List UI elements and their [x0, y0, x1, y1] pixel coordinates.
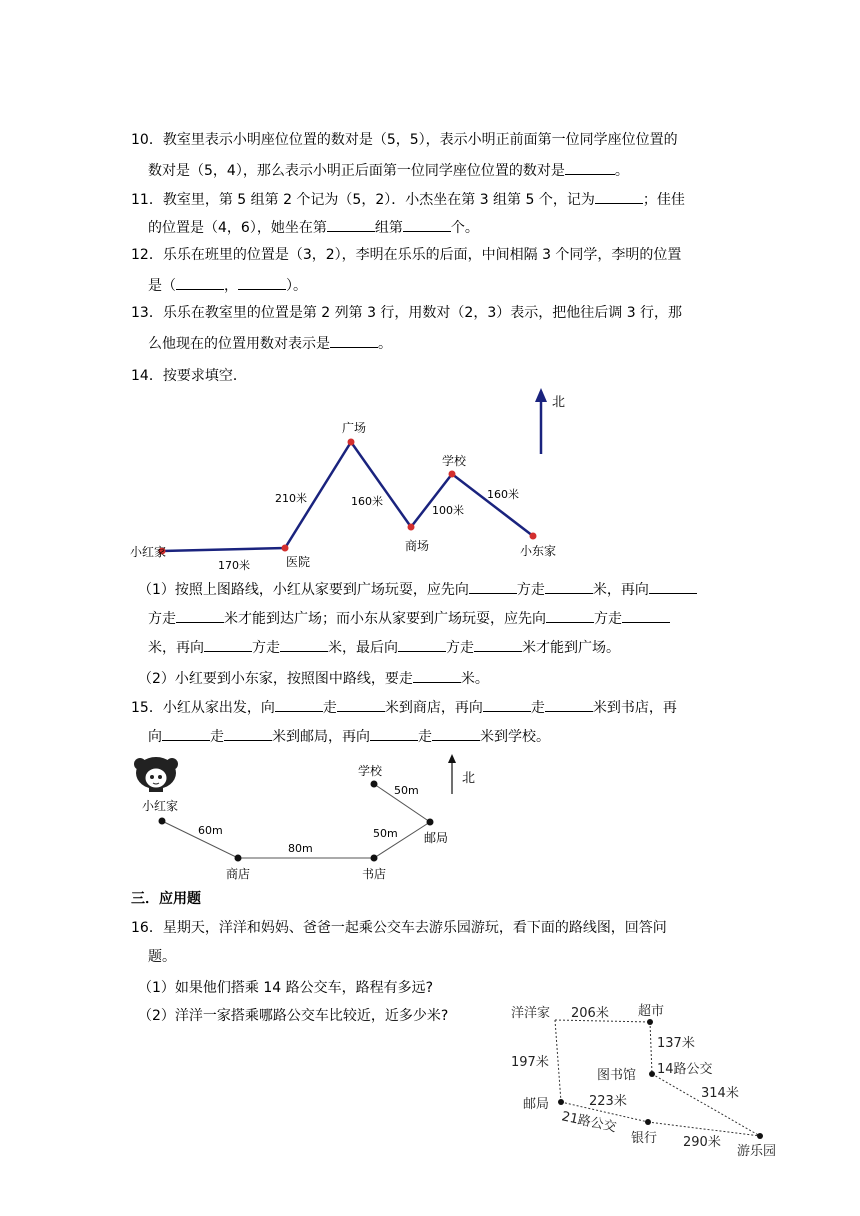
q16-label-home: 洋洋家: [511, 1006, 551, 1021]
q14-p1-text-11: 米才能到广场。: [522, 640, 620, 656]
q16-line-home-post: [555, 1020, 561, 1102]
q15-blank-7[interactable]: [370, 725, 418, 741]
q15-text-3: 米到商店，再向: [384, 700, 483, 716]
q15-line2: [148, 725, 550, 747]
q16-label-library: 图书馆: [597, 1068, 637, 1083]
q14-dot-xiaodong-home: [530, 533, 537, 540]
q14-dot-mall: [408, 524, 415, 531]
q16-dist-314: 314米: [701, 1086, 739, 1101]
q11-text-b: ；佳佳: [642, 192, 685, 208]
q14-north-arrow-head: [535, 388, 547, 402]
q14-p1-line3: [148, 636, 620, 658]
q14-blank-5[interactable]: [546, 607, 594, 623]
q13-answer-blank[interactable]: [330, 332, 378, 348]
q14-label-hospital: 医院: [286, 555, 311, 569]
q15-blank-4[interactable]: [545, 696, 593, 712]
girl-cartoon-icon: [134, 757, 178, 792]
q16-dist-223: 223米: [589, 1094, 627, 1109]
q15-text-1: 15．小红从家出发，向: [131, 700, 275, 716]
q13-line1: 13．乐乐在教室里的位置是第 2 列第 3 行，用数对（2，3）表示，把他往后调 3 行，那: [131, 305, 683, 321]
q15-text-9: 走: [418, 729, 432, 745]
q14-label-school: 学校: [442, 454, 467, 468]
q10-line1: 10．教室里表示小明座位位置的数对是（5，5），表示小明正前面第一位同学座位位置的: [131, 132, 678, 148]
q11-text-c: 的位置是（4，6），她坐在第: [148, 220, 327, 236]
q14-label-square: 广场: [342, 421, 367, 435]
q14-blank-2[interactable]: [545, 578, 593, 594]
q14-route-line: [162, 442, 533, 551]
q11-line2: [148, 216, 479, 238]
q14-blank-7[interactable]: [204, 636, 252, 652]
q15-blank-5[interactable]: [162, 725, 210, 741]
q12-blank-2[interactable]: [238, 274, 286, 290]
q12-text-a: 是（: [148, 278, 176, 294]
q16-label-bank: 银行: [631, 1131, 658, 1146]
q14-dist-100: 100米: [432, 504, 464, 517]
q16-dist-197: 197米: [511, 1055, 549, 1070]
q16-p2: （2）洋洋一家搭乘哪路公交车比较近，近多少米?: [138, 1008, 449, 1024]
q15-dist-50-b: 50m: [394, 784, 419, 797]
q16-dist-137: 137米: [657, 1036, 695, 1051]
q16-dist-206: 206米: [571, 1006, 609, 1021]
q16-label-park: 游乐园: [737, 1144, 777, 1159]
q14-dist-160-a: 160米: [351, 495, 383, 508]
q14-blank-10[interactable]: [474, 636, 522, 652]
q14-label-xiaodong-home: 小东家: [520, 544, 557, 558]
q14-blank-9[interactable]: [398, 636, 446, 652]
q15-dot-shop: [235, 855, 242, 862]
q15-label-bookstore: 书店: [362, 867, 387, 881]
q16-line-library-park: [652, 1074, 760, 1136]
q16-route-21: 21路公交: [560, 1109, 618, 1136]
q16-dot-park: [757, 1133, 763, 1139]
q14-blank-1[interactable]: [469, 578, 517, 594]
q14-label-xiaohong-home: 小红家: [130, 545, 167, 559]
q16-dot-bank: [645, 1119, 651, 1125]
q14-dot-square: [348, 439, 355, 446]
q15-label-shop: 商店: [226, 867, 251, 881]
q15-blank-3[interactable]: [483, 696, 531, 712]
q14-blank-4[interactable]: [176, 607, 224, 623]
q14-p1-text-4: 方走: [148, 611, 176, 627]
q15-dist-50-a: 50m: [373, 827, 398, 840]
q10-answer-blank[interactable]: [565, 159, 615, 175]
q15-blank-6[interactable]: [224, 725, 272, 741]
q14-p1-text-10: 方走: [446, 640, 474, 656]
q16-line1: 16．星期天，洋洋和妈妈、爸爸一起乘公交车去游乐园游玩，看下面的路线图，回答问: [131, 920, 667, 936]
q12-line2: [148, 274, 307, 296]
q14-p1-line2: [148, 607, 670, 629]
q12-text-b: ，: [224, 278, 238, 294]
q10-text-b: 。: [614, 163, 629, 179]
q15-text-8: 米到邮局，再向: [272, 729, 370, 745]
q16-line2: 题。: [148, 949, 176, 965]
q16-line-supermarket-library: [650, 1022, 652, 1074]
q15-blank-8[interactable]: [432, 725, 480, 741]
q15-dist-60: 60m: [198, 824, 223, 837]
q15-label-post-office: 邮局: [424, 831, 449, 845]
q15-route-map: [128, 752, 488, 884]
q16-label-supermarket: 超市: [638, 1004, 665, 1019]
q14-north-label: 北: [552, 395, 566, 410]
q15-dist-80: 80m: [288, 842, 313, 855]
q14-blank-6[interactable]: [622, 607, 670, 623]
q14-p1-text-6: 方走: [594, 611, 622, 627]
q14-dist-170: 170米: [218, 559, 250, 572]
q15-text-5: 米到书店，再: [592, 700, 677, 716]
q13-line2: [148, 332, 392, 354]
q14-p1-line1: [138, 578, 697, 600]
q11-blank-3[interactable]: [403, 216, 451, 232]
q14-p1-text-8: 方走: [252, 640, 280, 656]
q15-blank-2[interactable]: [337, 696, 385, 712]
q16-line-bank-park: [648, 1122, 760, 1136]
q16-label-post: 邮局: [523, 1097, 550, 1112]
q15-text-10: 米到学校。: [480, 729, 550, 745]
q13-text-b: 。: [378, 336, 392, 352]
q15-label-home: 小红家: [142, 799, 179, 813]
q14-p2-blank[interactable]: [413, 667, 461, 683]
q14-dot-hospital: [282, 545, 289, 552]
q14-dist-210: 210米: [275, 492, 307, 505]
q11-blank-1[interactable]: [595, 188, 643, 204]
q11-text-a: 11．教室里，第 5 组第 2 个记为（5，2）．小杰坐在第 3 组第 5 个，记为: [131, 192, 595, 208]
q15-text-2: 走: [322, 700, 337, 716]
q16-dot-post: [558, 1099, 564, 1105]
q14-p1-text-7: 米，再向: [148, 640, 204, 656]
q11-blank-2[interactable]: [327, 216, 375, 232]
q15-text-6: 向: [148, 729, 162, 745]
q15-text-4: 走: [530, 700, 545, 716]
q15-dot-bookstore: [371, 855, 378, 862]
q14-blank-3[interactable]: [649, 578, 697, 594]
q11-line1: [131, 188, 685, 210]
q14-p1-text-9: 米，最后向: [328, 640, 398, 656]
q15-line1: [131, 696, 677, 718]
q14-p1-text-2: 方走: [516, 582, 545, 598]
q12-line1: 12．乐乐在班里的位置是（3，2），李明在乐乐的后面，中间相隔 3 个同学，李明的位置: [131, 247, 682, 263]
q14-label-mall: 商场: [405, 539, 430, 553]
section3-title: 三．应用题: [131, 891, 201, 907]
q14-p1-text-3: 米，再向: [592, 582, 649, 598]
q14-dot-school: [449, 471, 456, 478]
q16-p1: （1）如果他们搭乘 14 路公交车，路程有多远?: [138, 980, 434, 996]
q15-text-7: 走: [210, 729, 224, 745]
q11-text-e: 个。: [450, 220, 479, 236]
q14-blank-8[interactable]: [280, 636, 328, 652]
q15-north-arrow-head: [448, 754, 456, 763]
q16-dot-library: [649, 1071, 655, 1077]
q13-text-a: 么他现在的位置用数对表示是: [148, 336, 330, 352]
q12-blank-1[interactable]: [176, 274, 224, 290]
q10-text-a: 数对是（5，4），那么表示小明正后面第一位同学座位位置的数对是: [148, 163, 565, 179]
q16-dist-290: 290米: [683, 1135, 721, 1150]
q14-dist-160-b: 160米: [487, 488, 519, 501]
q16-route-14: 14路公交: [657, 1062, 713, 1077]
q14-route-map: [120, 384, 600, 574]
q14-p2-line: [138, 667, 489, 689]
q14-p1-text-5: 米才能到达广场；而小东从家要到广场玩耍，应先向: [224, 611, 546, 627]
q10-line2: [148, 159, 629, 181]
q11-text-d: 组第: [374, 220, 403, 236]
q16-bus-route-map: [505, 998, 790, 1168]
q14-p2-text-2: 米。: [460, 671, 489, 687]
q14-p2-text-1: （2）小红要到小东家，按照图中路线，要走: [138, 671, 413, 687]
q14-p1-text-1: （1）按照上图路线，小红从家要到广场玩耍，应先向: [138, 582, 469, 598]
q14-title: 14．按要求填空．: [131, 368, 247, 384]
q15-blank-1[interactable]: [275, 696, 323, 712]
q15-dot-home: [159, 818, 166, 825]
q15-north-label: 北: [462, 771, 476, 786]
q15-dot-school: [371, 781, 378, 788]
q15-label-school: 学校: [358, 764, 383, 778]
q12-text-c: ）。: [286, 278, 307, 294]
q15-dot-post-office: [427, 819, 434, 826]
q16-dot-supermarket: [647, 1019, 653, 1025]
